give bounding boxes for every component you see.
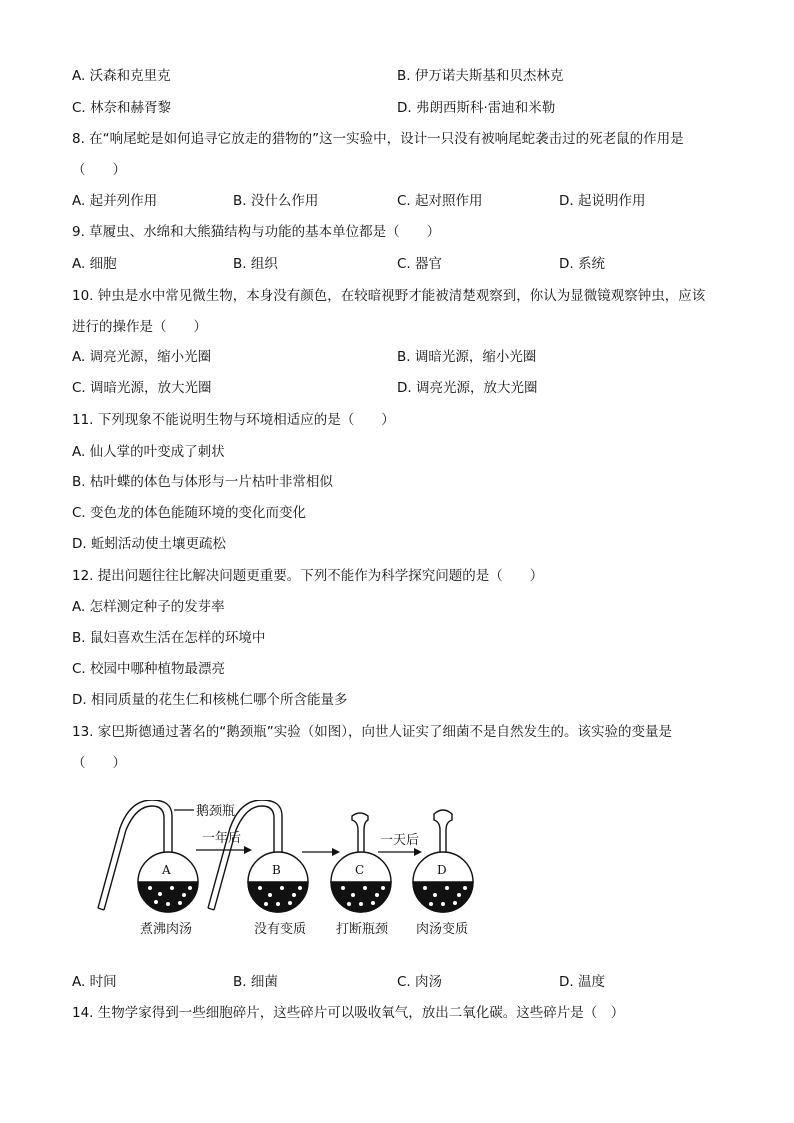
q13-option-d: D. 温度 xyxy=(559,974,605,990)
q11-option-a: A. 仙人掌的叶变成了刺状 xyxy=(72,444,225,460)
q7-option-c: C. 林奈和赫胥黎 xyxy=(72,100,172,116)
q13-option-b: B. 细菌 xyxy=(233,974,278,990)
q13-option-a: A. 时间 xyxy=(72,974,117,990)
q12-stem: 12. 提出问题往往比解决问题更重要。下列不能作为科学探究问题的是（ ） xyxy=(72,568,544,584)
q7-option-a: A. 沃森和克里克 xyxy=(72,68,171,84)
arrow2-label: 一天后 xyxy=(380,833,420,848)
label-swan-neck: 鹅颈瓶 xyxy=(196,804,236,819)
q11-stem: 11. 下列现象不能说明生物与环境相适应的是（ ） xyxy=(72,412,395,428)
q13-stem: 13. 家巴斯德通过著名的“鹅颈瓶”实验（如图），向世人证实了细菌不是自然发生的。该实验的变量是 xyxy=(72,724,672,740)
flask-d-letter: D xyxy=(437,863,447,877)
q11-option-d: D. 蚯蚓活动使土壤更疏松 xyxy=(72,536,226,552)
q10-option-a: A. 调亮光源，缩小光圈 xyxy=(72,349,212,365)
q10-stem: 10. 钟虫是水中常见微生物，本身没有颜色，在较暗视野才能被清楚观察到，你认为显微镜观察钟虫，应该 xyxy=(72,288,706,304)
flask-a-letter: A xyxy=(162,863,171,877)
flask-d xyxy=(413,810,473,912)
q9-option-d: D. 系统 xyxy=(559,256,605,272)
q9-stem: 9. 草履虫、水绵和大熊猫结构与功能的基本单位都是（ ） xyxy=(72,224,441,240)
swan-neck-flask-figure xyxy=(96,800,496,940)
arrow1-label: 一年后 xyxy=(202,831,242,846)
caption-boil: 煮沸肉汤 xyxy=(140,922,193,937)
q10-option-c: C. 调暗光源，放大光圈 xyxy=(72,380,212,396)
flask-diagram xyxy=(96,800,496,940)
q12-option-d: D. 相同质量的花生仁和核桃仁哪个所含能量多 xyxy=(72,692,348,708)
q11-option-c: C. 变色龙的体色能随环境的变化而变化 xyxy=(72,505,307,521)
q13-stem-blank: （ ） xyxy=(72,755,126,771)
caption-break-neck: 打断瓶颈 xyxy=(336,922,389,937)
q8-stem-blank: （ ） xyxy=(72,162,126,178)
q12-option-a: A. 怎样测定种子的发芽率 xyxy=(72,599,225,615)
q8-option-c: C. 起对照作用 xyxy=(397,193,483,209)
q9-option-c: C. 器官 xyxy=(397,256,443,272)
q8-option-b: B. 没什么作用 xyxy=(233,193,319,209)
q10-stem-cont: 进行的操作是（ ） xyxy=(72,319,207,335)
q8-option-d: D. 起说明作用 xyxy=(559,193,646,209)
q7-option-d: D. 弗朗西斯科·雷迪和米勒 xyxy=(397,100,556,116)
q13-option-c: C. 肉汤 xyxy=(397,974,443,990)
q14-stem: 14. 生物学家得到一些细胞碎片，这些碎片可以吸收氧气，放出二氧化碳。这些碎片是（ ） xyxy=(72,1005,625,1021)
caption-spoiled: 肉汤变质 xyxy=(416,922,469,937)
q9-option-b: B. 组织 xyxy=(233,256,278,272)
flask-c-letter: C xyxy=(355,863,365,877)
q8-stem: 8. 在“响尾蛇是如何追寻它放走的猎物的”这一实验中，设计一只没有被响尾蛇袭击过的死老鼠的作用是 xyxy=(72,131,684,147)
q8-option-a: A. 起并列作用 xyxy=(72,193,158,209)
q12-option-c: C. 校园中哪种植物最漂亮 xyxy=(72,661,226,677)
q10-option-b: B. 调暗光源，缩小光圈 xyxy=(397,349,537,365)
caption-not-spoiled: 没有变质 xyxy=(254,922,307,937)
q7-option-b: B. 伊万诺夫斯基和贝杰林克 xyxy=(397,68,564,84)
flask-b-letter: B xyxy=(272,863,281,877)
q12-option-b: B. 鼠妇喜欢生活在怎样的环境中 xyxy=(72,630,266,646)
q9-option-a: A. 细胞 xyxy=(72,256,117,272)
q10-option-d: D. 调亮光源，放大光圈 xyxy=(397,380,538,396)
q11-option-b: B. 枯叶蝶的体色与体形与一片枯叶非常相似 xyxy=(72,474,333,490)
